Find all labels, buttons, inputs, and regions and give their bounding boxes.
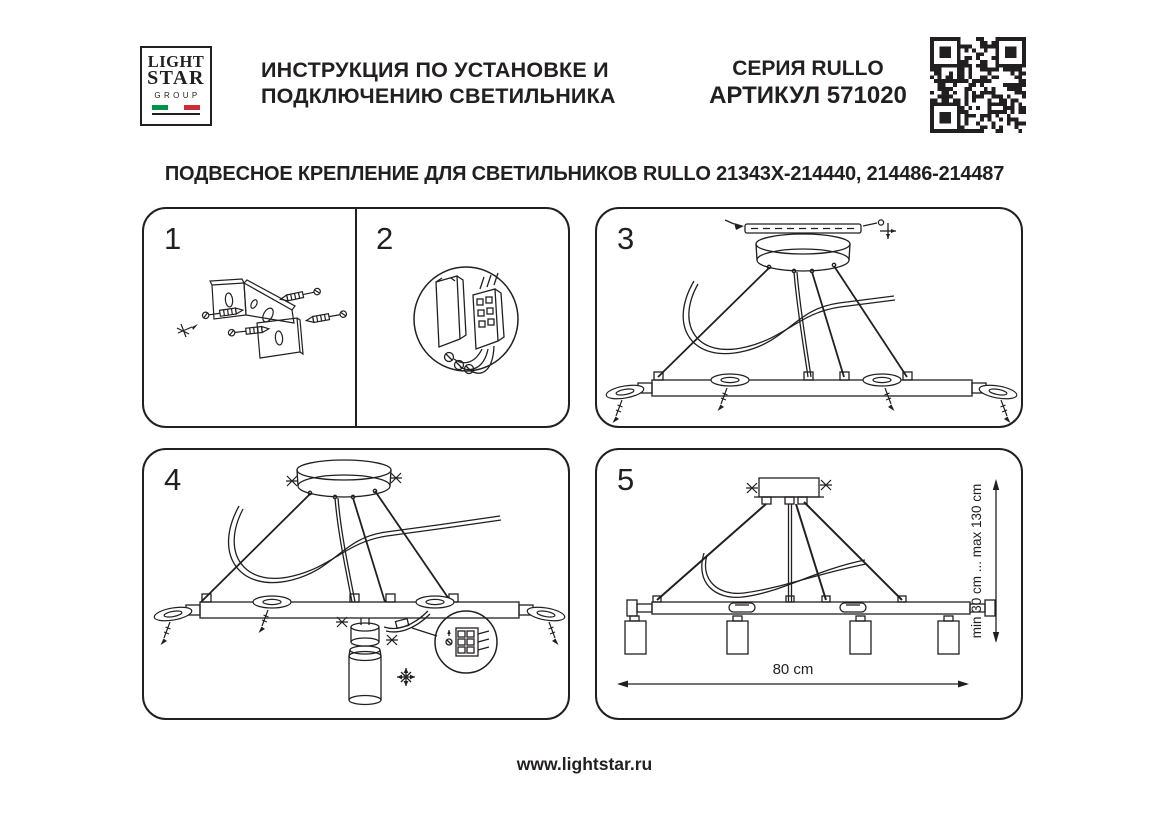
- flag-underline: [152, 113, 200, 116]
- flag-white: [168, 105, 184, 110]
- title-line-2: ПОДКЛЮЧЕНИЮ СВЕТИЛЬНИКА: [261, 84, 616, 108]
- page-title: [261, 57, 616, 109]
- step-3-illustration: [597, 209, 1021, 426]
- step-4-number: 4: [164, 462, 182, 497]
- series-article-block: [695, 56, 921, 111]
- step-3-number: 3: [617, 221, 635, 256]
- title-line-1: ИНСТРУКЦИЯ ПО УСТАНОВКЕ И: [261, 58, 609, 82]
- flag-red: [184, 105, 200, 110]
- logo-word-star: STAR: [147, 67, 205, 89]
- logo-word-light: LIGHT: [147, 52, 205, 71]
- height-dimension-label: min 30 cm ... max 130 cm: [969, 483, 984, 639]
- step-2-number: 2: [376, 221, 394, 256]
- step-5-panel: [595, 448, 1023, 720]
- article-label: АРТИКУЛ 571020: [709, 82, 907, 109]
- series-label: СЕРИЯ RULLO: [732, 57, 884, 80]
- width-dimension-label: 80 cm: [772, 661, 814, 678]
- step-3-panel: [595, 207, 1023, 428]
- subtitle: ПОДВЕСНОЕ КРЕПЛЕНИЕ ДЛЯ СВЕТИЛЬНИКОВ RULLO 21343X-214440, 214486-214487: [164, 163, 1005, 185]
- step-4-illustration: [144, 450, 568, 718]
- qr-code-icon: [930, 37, 1026, 133]
- logo-word-group: GROUP: [154, 91, 201, 100]
- lightstar-logo: [140, 46, 212, 126]
- step-5-illustration: [597, 450, 1021, 718]
- step-4-panel: [142, 448, 570, 720]
- italian-flag-stripe: [151, 104, 201, 111]
- step-5-number: 5: [617, 462, 635, 497]
- flag-green: [152, 105, 168, 110]
- website-url: www.lightstar.ru: [516, 754, 653, 774]
- step-1-number: 1: [164, 221, 182, 256]
- step-1-2-panel: [142, 207, 570, 428]
- step-1-2-illustration: [144, 209, 568, 426]
